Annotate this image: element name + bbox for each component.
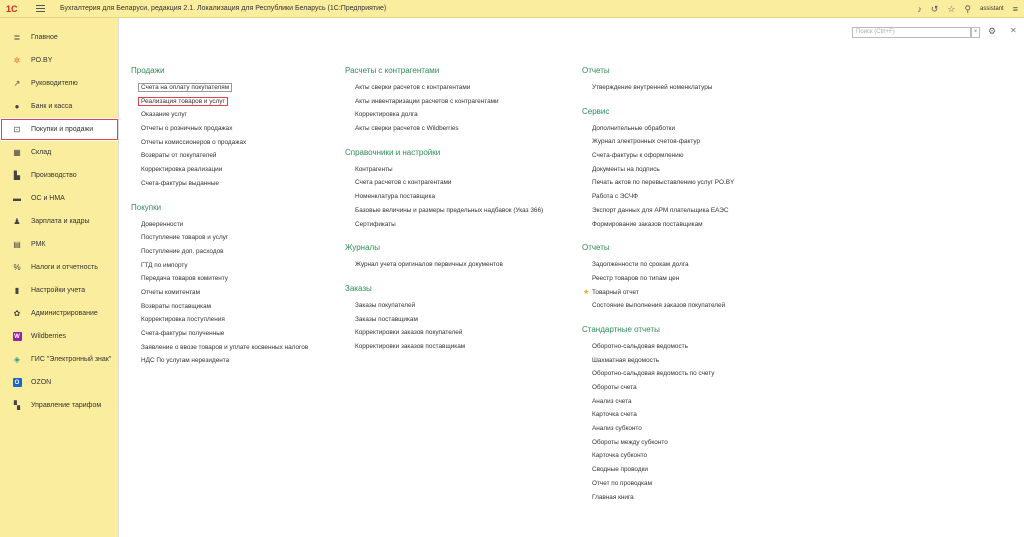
sidebar-item-gis[interactable]: ◈ ГИС "Электронный знак" [13, 355, 112, 364]
column-2 [345, 64, 543, 354]
person-icon: ♟ [13, 217, 21, 226]
settings-menu-icon[interactable]: ≡ [1012, 4, 1018, 14]
link-inventory-acts[interactable]: Акты инвентаризации расчетов с контрагентами [355, 97, 499, 105]
app-title: Бухгалтерия для Беларуси, редакция 2.1. Локализация для Республики Беларусь (1С:Предприятие) [60, 5, 387, 12]
link-debt-by-terms[interactable]: Задолженности по срокам долга [592, 261, 689, 269]
link-counterparties[interactable]: Контрагенты [355, 165, 393, 173]
main-panel [118, 18, 1024, 537]
sidebar-item-fixed-assets[interactable]: ▬ ОС и НМА [13, 194, 65, 203]
link-trial-balance[interactable]: Оборотно-сальдовая ведомость [592, 342, 688, 350]
sidebar-item-ozon[interactable]: O OZON [0, 371, 118, 394]
link-subconto-turnover[interactable]: Обороты между субконто [592, 438, 668, 446]
section-title: Отчеты [582, 243, 610, 253]
link-customer-order-adjustments[interactable]: Корректировки заказов покупателей [355, 329, 463, 337]
link-docs-to-sign[interactable]: Документы на подпись [592, 165, 660, 173]
section-title: Продажи [131, 66, 165, 75]
section-title: Справочники и настройки [345, 147, 441, 157]
truck-icon: ▬ [13, 194, 21, 203]
link-esch-work[interactable]: Работа с ЭСЧФ [592, 193, 638, 201]
bank-icon: ● [14, 102, 20, 111]
link-import-declaration[interactable]: ГТД по импорту [141, 261, 188, 269]
link-services[interactable]: Оказание услуг [141, 111, 187, 119]
search-icon[interactable]: ⚲ [964, 4, 972, 14]
link-account-analysis[interactable]: Анализ счета [592, 397, 632, 405]
link-sales-goods-services[interactable]: Реализация товаров и услуг [141, 95, 308, 109]
link-vat-nonresident[interactable]: НДС По услугам нерезидента [141, 357, 230, 365]
link-invoices-issued[interactable]: Счета-фактуры выданные [141, 179, 219, 187]
book-icon: ▮ [14, 286, 20, 295]
cart-icon: ⊡ [13, 125, 21, 134]
gear-icon: ✿ [13, 309, 21, 318]
link-chess-sheet[interactable]: Шахматная ведомость [592, 356, 660, 364]
column-1 [131, 64, 308, 368]
sidebar-item-production[interactable]: ▙ Производство [13, 171, 77, 180]
link-invoices-received[interactable]: Счета-фактуры полученные [141, 330, 225, 337]
sidebar-item-purchases-sales[interactable]: ⊡ Покупки и продажи [0, 118, 118, 141]
link-certificates[interactable]: Сертификаты [355, 220, 396, 228]
link-export-eaeu[interactable]: Экспорт данных для АРМ плательщика ЕАЭС [592, 206, 729, 214]
link-summary-entries[interactable]: Сводные проводки [592, 466, 648, 474]
link-debt-adjustment[interactable]: Корректировка долга [355, 111, 418, 119]
section-title: Покупки [131, 202, 162, 212]
sidebar-item-po-by[interactable]: ✲ PO.BY [13, 56, 53, 65]
favorite-star-icon[interactable]: ★ [583, 288, 590, 296]
link-entries-report[interactable]: Отчет по проводкам [592, 479, 652, 487]
link-goods-receipt[interactable]: Поступление товаров и услуг [141, 234, 229, 242]
user-name[interactable]: assistant [980, 6, 1004, 12]
sidebar-item-director[interactable]: ↗ Руководителю [13, 79, 78, 88]
link-original-docs-journal[interactable]: Журнал учета оригиналов первичных документов [355, 261, 503, 269]
link-supplier-order-forming[interactable]: Формирование заказов поставщикам [592, 220, 703, 228]
link-retail-sales-reports[interactable]: Отчеты о розничных продажах [141, 125, 233, 133]
link-goods-report[interactable]: ★ Товарный отчет [592, 286, 734, 300]
section-title: Журналы [345, 243, 380, 253]
section-title: Заказы [345, 283, 372, 293]
link-e-invoice-journal[interactable]: Журнал электронных счетов-фактур [592, 138, 701, 146]
main-menu-icon[interactable] [36, 2, 50, 16]
tariff-icon: ▚ [13, 401, 21, 410]
close-icon[interactable]: ✕ [1010, 26, 1017, 35]
link-import-tax-declaration[interactable]: Заявление о ввозе товаров и уплате косвенных налогов [141, 343, 309, 351]
link-approve-nomenclature[interactable]: Утверждение внутренней номенклатуры [592, 84, 713, 91]
sidebar-item-bank[interactable]: ● Банк и касса [0, 95, 118, 118]
sidebar-item-taxes[interactable]: % Налоги и отчетность [13, 263, 98, 272]
po-by-icon: ✲ [13, 56, 21, 65]
sidebar-item-administration[interactable]: ✿ Администрирование [13, 309, 98, 318]
ozon-icon: O [12, 378, 22, 388]
section-title: Отчеты [582, 66, 610, 75]
section-title: Сервис [582, 106, 610, 116]
link-customer-returns[interactable]: Возвраты от покупателей [141, 152, 217, 160]
link-reconciliation-acts[interactable]: Акты сверки расчетов с контрагентами [355, 84, 471, 91]
top-toolbar [917, 0, 1018, 18]
link-power-of-attorney[interactable]: Доверенности [141, 220, 184, 228]
bell-icon[interactable]: ♪ [917, 4, 922, 14]
link-sales-adjustment[interactable]: Корректировка реализации [141, 166, 223, 174]
link-print-acts-po-by[interactable]: Печать актов по перевыставлению услуг PO.BY [592, 179, 735, 187]
gis-icon: ◈ [13, 355, 21, 364]
link-receipt-adjustment[interactable]: Корректировка поступления [141, 316, 225, 324]
star-icon[interactable]: ☆ [947, 4, 956, 14]
section-title: Стандартные отчеты [582, 324, 660, 334]
gear-icon[interactable]: ⚙ [988, 26, 997, 36]
link-invoices-to-register[interactable]: Счета-фактуры к оформлению [592, 152, 684, 160]
link-customer-orders[interactable]: Заказы покупателей [355, 301, 416, 309]
factory-icon: ▙ [13, 171, 21, 180]
link-account-turnover[interactable]: Обороты счета [592, 384, 637, 391]
sidebar-item-wildberries[interactable]: W Wildberries [0, 325, 118, 348]
link-additional-costs[interactable]: Поступление доп. расходов [141, 247, 224, 255]
link-account-trial-balance[interactable]: Оборотно-сальдовая ведомость по счету [592, 370, 715, 378]
link-order-status[interactable]: Состояние выполнения заказов покупателей [592, 302, 726, 310]
link-general-ledger[interactable]: Главная книга [592, 493, 634, 501]
link-goods-by-price-types[interactable]: Реестр товаров по типам цен [592, 274, 680, 282]
link-additional-processing[interactable]: Дополнительные обработки [592, 124, 676, 132]
trend-icon: ↗ [13, 79, 21, 88]
sidebar-item-salary[interactable]: ♟ Зарплата и кадры [13, 217, 90, 226]
link-supplier-returns[interactable]: Возвраты поставщикам [141, 302, 212, 310]
link-supplier-nomenclature[interactable]: Номенклатура поставщика [355, 193, 435, 201]
history-icon[interactable]: ↺ [930, 4, 939, 14]
sidebar-item-main[interactable]: ≣ Главное [13, 33, 58, 42]
link-supplier-order-adjustments[interactable]: Корректировки заказов поставщикам [355, 342, 466, 350]
link-subconto-analysis[interactable]: Анализ субконто [592, 425, 642, 433]
search-clear-button[interactable]: × [971, 27, 980, 38]
sidebar-item-tariff[interactable]: ▚ Управление тарифом [13, 401, 102, 410]
link-counterparty-accounts[interactable]: Счета расчетов с контрагентами [355, 179, 452, 187]
sidebar-item-accounting-settings[interactable]: ▮ Настройки учета [0, 279, 118, 302]
wildberries-icon: W [14, 333, 20, 340]
register-icon: ▤ [13, 240, 21, 249]
search-input[interactable]: Поиск (Ctrl+F) [852, 27, 971, 38]
warehouse-icon: ▦ [13, 148, 21, 157]
link-committent-reports[interactable]: Отчеты комитентам [141, 288, 200, 296]
link-account-card[interactable]: Карточка счета [592, 411, 637, 419]
link-subconto-card[interactable]: Карточка субконто [592, 452, 648, 460]
section-title: Расчеты с контрагентами [345, 66, 440, 75]
menu-icon: ≣ [13, 33, 21, 42]
link-supplier-orders[interactable]: Заказы поставщикам [355, 315, 418, 323]
sidebar-item-rmk[interactable]: ▤ РМК [13, 240, 46, 249]
title-bar [0, 0, 1024, 18]
tax-icon: % [13, 263, 21, 272]
sidebar-item-warehouse[interactable]: ▦ Склад [13, 148, 52, 157]
link-invoices-to-customers[interactable]: Счета на оплату покупателям [141, 81, 308, 95]
app-logo[interactable]: 1С [6, 3, 18, 14]
link-base-values[interactable]: Базовые величины и размеры предельных надбавок (Указ 366) [355, 206, 544, 214]
column-3 [582, 64, 734, 504]
link-commission-reports[interactable]: Отчеты комиссионеров о продажах [141, 138, 247, 146]
link-transfer-to-committent[interactable]: Передача товаров комитенту [141, 275, 229, 283]
link-wildberries-reconciliation[interactable]: Акты сверки расчетов с Wildberries [355, 125, 459, 133]
sidebar [0, 18, 118, 537]
